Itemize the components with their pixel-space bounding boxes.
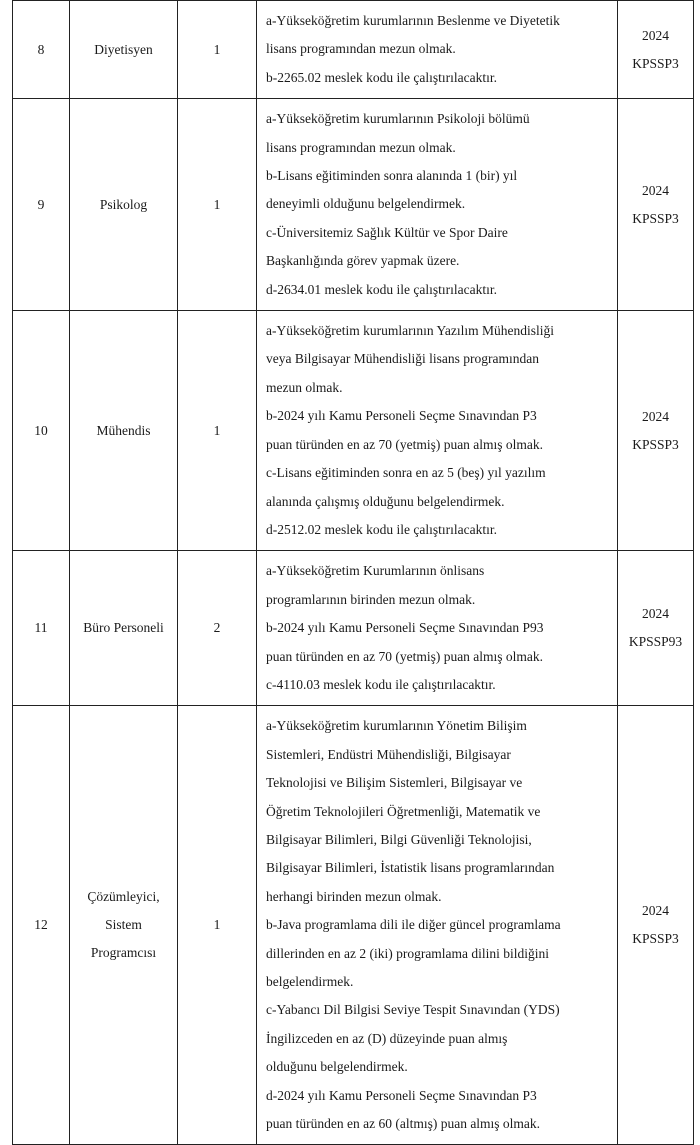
- requirement-line: alanında çalışmış olduğunu belgelendirmek.: [266, 493, 505, 509]
- exam-type: KPSSP3: [632, 210, 679, 226]
- requirement-line: Teknolojisi ve Bilişim Sistemleri, Bilgisayar ve: [266, 775, 523, 791]
- exam-year: 2024: [642, 408, 669, 424]
- requirement-line: puan türünden en az 70 (yetmiş) puan almış olmak.: [266, 436, 544, 452]
- requirements-cell: [257, 311, 618, 551]
- position-title: [70, 311, 178, 551]
- requirement-line: olduğunu belgelendirmek.: [266, 1059, 408, 1075]
- positions-table: [12, 0, 694, 1145]
- exam-type: KPSSP3: [632, 436, 679, 452]
- exam-cell: [618, 706, 694, 1145]
- exam-cell: [618, 551, 694, 706]
- position-title-line: Diyetisyen: [94, 41, 153, 57]
- requirement-line: Bilgisayar Bilimleri, Bilgi Güvenliği Teknolojisi,: [266, 831, 532, 847]
- requirements-cell: [257, 706, 618, 1145]
- exam-cell: [618, 311, 694, 551]
- requirement-line: a-Yükseköğretim kurumlarının Yazılım Mühendisliği: [266, 323, 554, 339]
- requirement-line: d-2634.01 meslek kodu ile çalıştırılacaktır.: [266, 281, 497, 297]
- positions-table-body: [13, 1, 694, 1145]
- position-title-line: Büro Personeli: [83, 620, 164, 636]
- position-title: [70, 1, 178, 99]
- exam-type: KPSSP93: [628, 634, 683, 650]
- requirement-line: programlarının birinden mezun olmak.: [266, 591, 476, 607]
- position-title: [70, 99, 178, 311]
- position-title: [70, 706, 178, 1145]
- position-count: 1: [178, 99, 257, 311]
- requirement-line: b-2024 yılı Kamu Personeli Seçme Sınavından P3: [266, 408, 537, 424]
- row-number: 12: [13, 706, 70, 1145]
- table-row: [13, 1, 694, 99]
- requirement-line: b-2265.02 meslek kodu ile çalıştırılacaktır.: [266, 69, 497, 85]
- requirement-line: veya Bilgisayar Mühendisliği lisans programından: [266, 351, 539, 367]
- row-number: 8: [13, 1, 70, 99]
- requirement-line: d-2024 yılı Kamu Personeli Seçme Sınavından P3: [266, 1087, 537, 1103]
- exam-cell: [618, 99, 694, 311]
- requirement-line: Sistemleri, Endüstri Mühendisliği, Bilgisayar: [266, 746, 511, 762]
- requirement-line: a-Yükseköğretim kurumlarının Yönetim Bilişim: [266, 718, 527, 734]
- position-title-line: Psikolog: [99, 196, 148, 212]
- row-number: 11: [13, 551, 70, 706]
- requirement-line: a-Yükseköğretim kurumlarının Psikoloji bölümü: [266, 111, 530, 127]
- row-number: 9: [13, 99, 70, 311]
- requirement-line: herhangi birinden mezun olmak.: [266, 888, 442, 904]
- exam-type: KPSSP3: [632, 931, 679, 947]
- position-title-line: Programcısı: [90, 945, 157, 961]
- requirement-line: a-Yükseköğretim Kurumlarının önlisans: [266, 563, 485, 579]
- requirement-line: puan türünden en az 60 (altmış) puan almış olmak.: [266, 1116, 541, 1132]
- table-row: [13, 706, 694, 1145]
- requirement-line: b-Java programlama dili ile diğer güncel programlama: [266, 917, 561, 933]
- requirement-line: Öğretim Teknolojileri Öğretmenliği, Matematik ve: [266, 803, 541, 819]
- requirement-line: dillerinden en az 2 (iki) programlama dilini bildiğini: [266, 945, 550, 961]
- table-row: [13, 311, 694, 551]
- position-count: 2: [178, 551, 257, 706]
- requirement-line: İngilizceden en az (D) düzeyinde puan almış: [266, 1030, 508, 1046]
- exam-year: 2024: [642, 606, 669, 622]
- position-count: 1: [178, 1, 257, 99]
- requirement-line: a-Yükseköğretim kurumlarının Beslenme ve Diyetetik: [266, 13, 560, 28]
- position-title-line: Mühendis: [96, 422, 151, 438]
- requirement-line: mezun olmak.: [266, 379, 343, 395]
- requirement-line: Bilgisayar Bilimleri, İstatistik lisans programlarından: [266, 860, 555, 876]
- requirement-line: puan türünden en az 70 (yetmiş) puan almış olmak.: [266, 648, 544, 664]
- exam-year: 2024: [642, 27, 669, 43]
- exam-type: KPSSP3: [632, 55, 679, 71]
- table-row: [13, 551, 694, 706]
- requirements-cell: [257, 551, 618, 706]
- exam-year: 2024: [642, 903, 669, 919]
- requirement-line: c-Lisans eğitiminden sonra en az 5 (beş) yıl yazılım: [266, 465, 546, 481]
- requirement-line: Başkanlığında görev yapmak üzere.: [266, 253, 460, 269]
- position-title-line: Çözümleyici,: [87, 889, 160, 905]
- exam-year: 2024: [642, 182, 669, 198]
- requirement-line: c-4110.03 meslek kodu ile çalıştırılacaktır.: [266, 676, 496, 692]
- row-number: 10: [13, 311, 70, 551]
- position-title: [70, 551, 178, 706]
- requirement-line: c-Yabancı Dil Bilgisi Seviye Tespit Sınavından (YDS): [266, 1002, 560, 1018]
- requirement-line: c-Üniversitemiz Sağlık Kültür ve Spor Daire: [266, 224, 508, 240]
- table-row: [13, 99, 694, 311]
- requirement-line: lisans programından mezun olmak.: [266, 139, 456, 155]
- position-count: 1: [178, 311, 257, 551]
- requirements-cell: [257, 1, 618, 99]
- requirement-line: b-Lisans eğitiminden sonra alanında 1 (bir) yıl: [266, 168, 518, 184]
- position-title-line: Sistem: [105, 917, 142, 933]
- requirement-line: b-2024 yılı Kamu Personeli Seçme Sınavından P93: [266, 620, 544, 636]
- requirement-line: d-2512.02 meslek kodu ile çalıştırılacaktır.: [266, 521, 497, 537]
- position-count: 1: [178, 706, 257, 1145]
- requirement-line: lisans programından mezun olmak.: [266, 41, 456, 57]
- requirements-cell: [257, 99, 618, 311]
- requirement-line: deneyimli olduğunu belgelendirmek.: [266, 196, 466, 212]
- exam-cell: [618, 1, 694, 99]
- requirement-line: belgelendirmek.: [266, 974, 354, 989]
